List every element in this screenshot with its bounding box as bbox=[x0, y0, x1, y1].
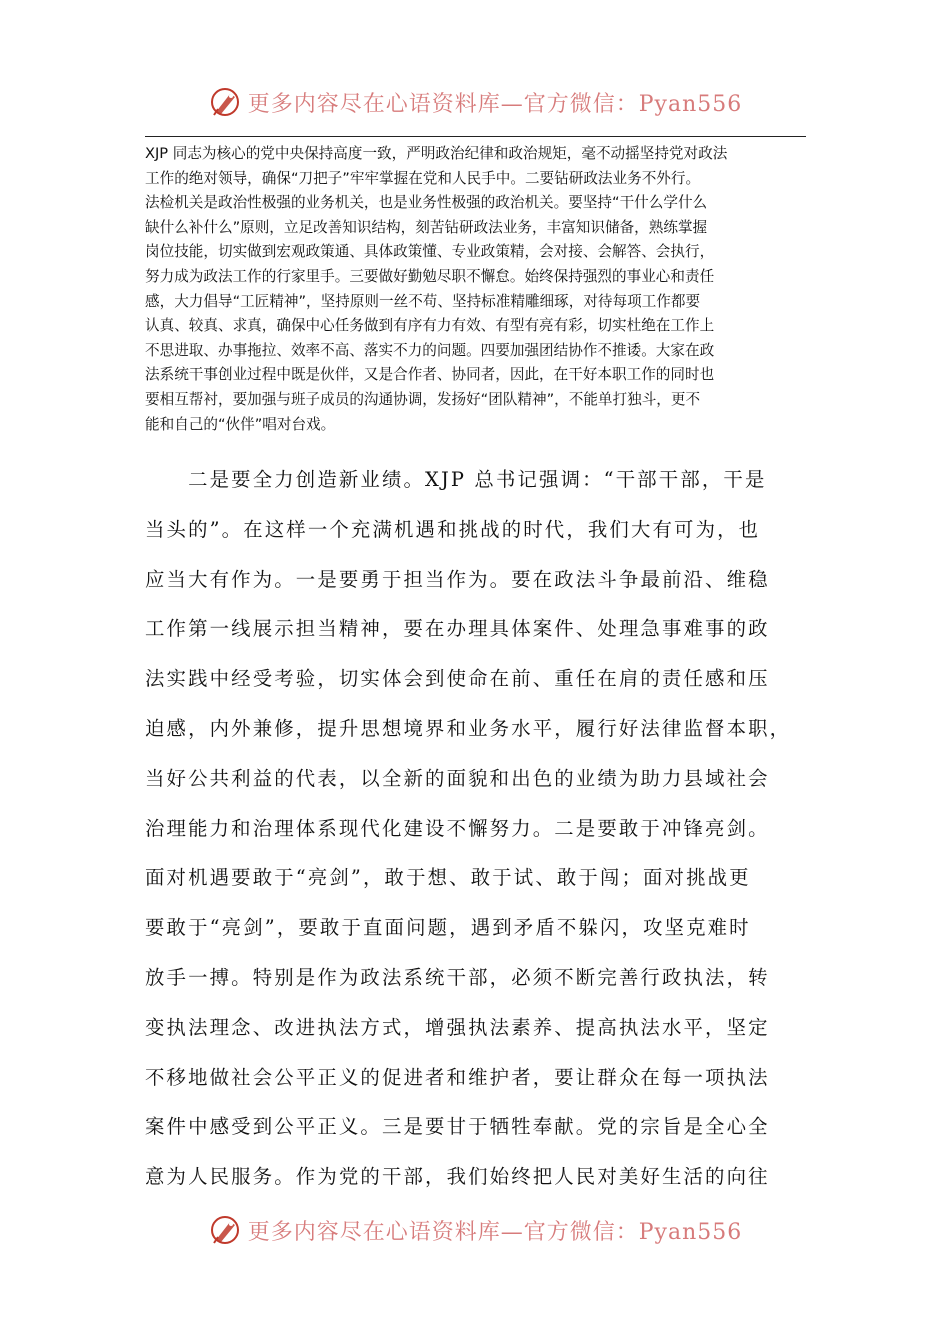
text-line: 要相互帮衬，要加强与班子成员的沟通协调，发扬好“团队精神”，不能单打独斗，更不 bbox=[145, 390, 701, 408]
text-line: 应当大有作为。一是要勇于担当作为。要在政法斗争最前沿、维稳 bbox=[145, 567, 770, 591]
header-banner-text: 更多内容尽在心语资料库—官方微信：Pyan556 bbox=[247, 91, 743, 117]
text-line: 放手一搏。特别是作为政法系统干部，必须不断完善行政执法，转 bbox=[145, 965, 770, 989]
footer-banner bbox=[0, 1208, 950, 1252]
text-line: 意为人民服务。作为党的干部，我们始终把人民对美好生活的向往 bbox=[145, 1165, 770, 1189]
footer-banner-text: 更多内容尽在心语资料库—官方微信：Pyan556 bbox=[247, 1219, 743, 1245]
text-line: 变执法理念、改进执法方式，增强执法素养、提高执法水平，坚定 bbox=[145, 1015, 770, 1039]
header-divider bbox=[145, 136, 806, 137]
pen-nib-logo-icon bbox=[208, 85, 242, 119]
text-line: 法实践中经受考验，切实体会到使命在前、重任在肩的责任感和压 bbox=[145, 667, 770, 691]
text-line: 不思进取、办事拖拉、效率不高、落实不力的问题。四要加强团结协作不推诿。大家在政 bbox=[145, 341, 715, 359]
text-line: 努力成为政法工作的行家里手。三要做好勤勉尽职不懈怠。始终保持强烈的事业心和责任 bbox=[145, 267, 715, 285]
text-line: 认真、较真、求真，确保中心任务做到有序有力有效、有型有亮有彩，切实杜绝在工作上 bbox=[145, 317, 715, 335]
continued-paragraph bbox=[145, 142, 809, 437]
text-line: 岗位技能，切实做到宏观政策通、具体政策懂、专业政策精，会对接、会解答、会执行， bbox=[145, 243, 715, 261]
text-line: 工作第一线展示担当精神，要在办理具体案件、处理急事难事的政 bbox=[145, 617, 770, 641]
text-line: 当好公共利益的代表，以全新的面貌和出色的业绩为助力县域社会 bbox=[145, 766, 770, 790]
main-paragraph bbox=[145, 455, 825, 1202]
text-line: XJP 同志为核心的党中央保持高度一致，严明政治纪律和政治规矩，毫不动摇坚持党对政法 bbox=[145, 145, 728, 162]
text-line: 法检机关是政治性极强的业务机关，也是业务性极强的政治机关。要坚持“干什么学什么 bbox=[145, 194, 708, 212]
pen-nib-logo-icon bbox=[208, 1213, 242, 1247]
text-line: 面对机遇要敢于“亮剑”，敢于想、敢于试、敢于闯；面对挑战更 bbox=[145, 866, 751, 890]
text-line: 当头的”。在这样一个充满机遇和挑战的时代，我们大有可为，也 bbox=[145, 517, 761, 541]
text-line: 二是要全力创造新业绩。XJP 总书记强调：“干部干部，干是 bbox=[145, 468, 767, 491]
text-line: 感，大力倡导“工匠精神”，坚持原则一丝不苟、坚持标准精雕细琢，对待每项工作都要 bbox=[145, 292, 701, 310]
text-line: 能和自己的“伙伴”唱对台戏。 bbox=[145, 415, 336, 433]
text-line: 治理能力和治理体系现代化建设不懈努力。二是要敢于冲锋亮剑。 bbox=[145, 816, 770, 840]
text-line: 不移地做社会公平正义的促进者和维护者，要让群众在每一项执法 bbox=[145, 1065, 770, 1089]
text-line: 工作的绝对领导，确保“刀把子”牢牢掌握在党和人民手中。二要钻研政法业务不外行。 bbox=[145, 169, 701, 187]
text-line: 缺什么补什么”原则，立足改善知识结构，刻苦钻研政法业务，丰富知识储备，熟练掌握 bbox=[145, 218, 708, 236]
text-line: 要敢于“亮剑”，要敢于直面问题，遇到矛盾不躲闪，攻坚克难时 bbox=[145, 916, 751, 940]
text-line: 迫感，内外兼修，提升思想境界和业务水平，履行好法律监督本职， bbox=[145, 716, 792, 740]
text-line: 案件中感受到公平正义。三是要甘于牺牲奉献。党的宗旨是全心全 bbox=[145, 1115, 770, 1139]
header-banner bbox=[0, 80, 950, 124]
text-line: 法系统干事创业过程中既是伙伴，又是合作者、协同者，因此，在干好本职工作的同时也 bbox=[145, 366, 715, 384]
